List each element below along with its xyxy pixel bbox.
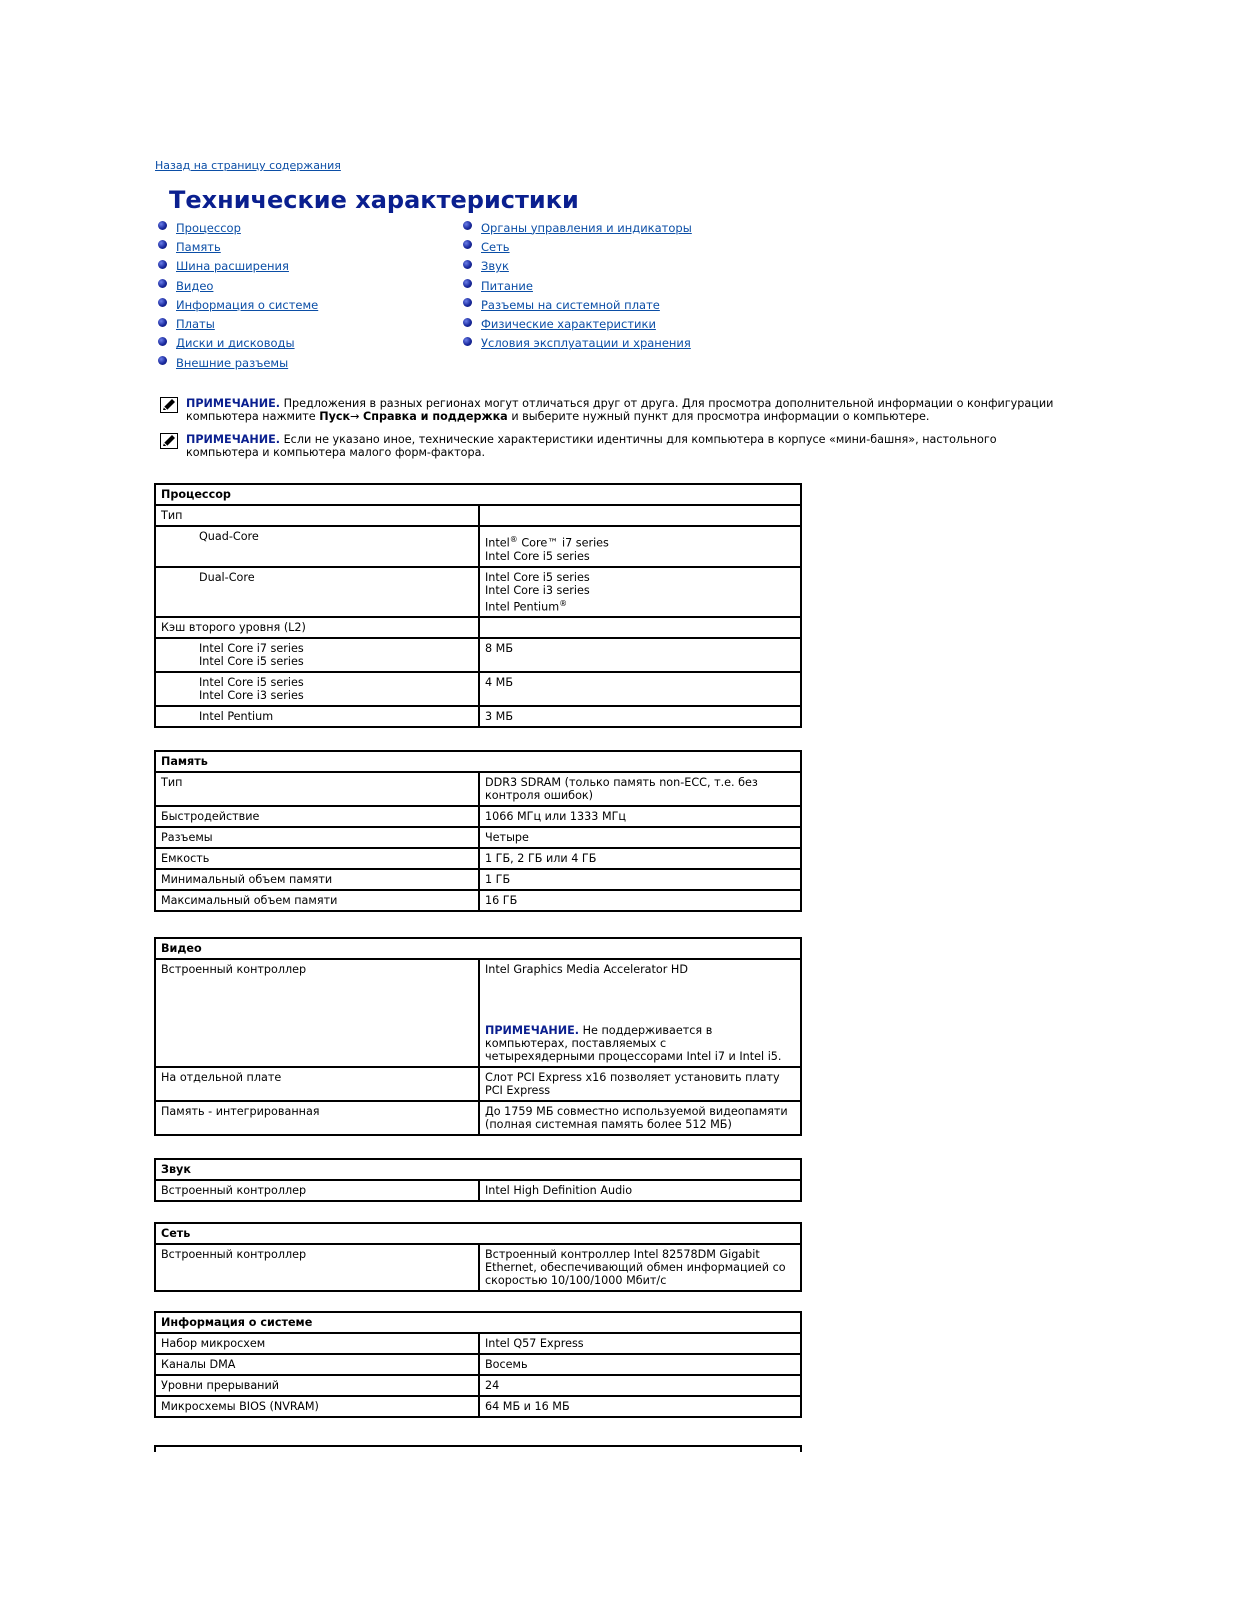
toc-link-physical[interactable]: Физические характеристики [481,317,656,332]
l2-i3: Intel Core i3 series [199,689,304,703]
row-value: 1 ГБ [479,869,801,890]
row-value [479,959,801,1067]
table-row [155,617,801,638]
system-info-table [154,1311,802,1418]
row-label: Память - интегрированная [155,1101,479,1135]
note-regional-body-a: Предложения в разных регионах могут отличаться друг от друга. Для просмотра дополнительной информации о конфигурации компьютера нажмите [186,397,1054,423]
table-row [155,806,801,827]
blue-ball-bullet-icon [463,298,472,307]
table-row [155,959,801,1067]
table-row [155,1180,801,1201]
video-note [485,1024,795,1050]
pencil-note-icon [160,397,178,413]
toc-item-audio [463,257,692,276]
row-value [479,526,801,567]
note-label: ПРИМЕЧАНИЕ. [186,397,281,410]
row-label: Встроенный контроллер [155,1180,479,1201]
note-chassis-text [186,433,1060,459]
toc-right-column [463,218,692,353]
table-row [155,526,801,567]
toc-item-network [463,237,692,256]
processor-table [154,483,802,728]
row-value: 1066 МГц или 1333 МГц [479,806,801,827]
row-value: Встроенный контроллер Intel 82578DM Gigabit Ethernet, обеспечивающий обмен информацией со скоростью 10/100/1000 Мбит/с [479,1244,801,1291]
row-label: Тип [155,505,479,526]
note-chassis-body: Если не указано иное, технические характеристики идентичны для компьютера в корпусе «мини-башня», настольного компьютера и компьютера малого форм-фактора. [186,433,997,459]
core-i7-text: Core™ i7 series [517,536,609,550]
table-row [155,672,801,706]
row-label: Встроенный контроллер [155,1244,479,1291]
dual-core-label: Dual-Core [199,570,255,584]
note-help-support: Справка и поддержка [363,410,508,423]
toc-link-processor[interactable]: Процессор [176,220,241,235]
row-value: Intel Q57 Express [479,1333,801,1354]
quad-core-label: Quad-Core [199,530,259,543]
row-value: Восемь [479,1354,801,1375]
row-label: Минимальный объем памяти [155,869,479,890]
blue-ball-bullet-icon [158,356,167,365]
row-label: Набор микросхем [155,1333,479,1354]
row-value: DDR3 SDRAM (только память non-ECC, т.е. без контроля ошибок) [479,772,801,806]
l2-i7: Intel Core i7 series [199,642,304,656]
row-label: Встроенный контроллер [155,959,479,1067]
toc-item-memory [158,237,318,256]
toc-link-network[interactable]: Сеть [481,239,510,254]
table-row [155,890,801,911]
row-value: 64 МБ и 16 МБ [479,1396,801,1417]
row-label: Тип [155,772,479,806]
registered-mark: ® [559,598,568,608]
pencil-note-icon [160,433,178,449]
row-value: 4 МБ [479,672,801,706]
table-header: Видео [155,938,801,959]
note-regional-text [186,397,1060,423]
dual-core-pentium [485,597,795,614]
blue-ball-bullet-icon [158,279,167,288]
row-value: 16 ГБ [479,890,801,911]
row-value: Четыре [479,827,801,848]
row-label: Максимальный объем памяти [155,890,479,911]
toc-link-memory[interactable]: Память [176,239,221,254]
toc-link-expansion-bus[interactable]: Шина расширения [176,259,289,274]
row-label: Емкость [155,848,479,869]
toc-link-audio[interactable]: Звук [481,259,509,274]
table-row [155,638,801,672]
table-row [155,706,801,727]
table-row [155,1375,801,1396]
toc-link-power[interactable]: Питание [481,278,533,293]
table-header: Процессор [155,484,801,505]
network-table [154,1222,802,1292]
table-row [155,772,801,806]
blue-ball-bullet-icon [158,318,167,327]
toc-link-environment[interactable]: Условия эксплуатации и хранения [481,336,691,351]
row-value [479,567,801,618]
toc-link-video[interactable]: Видео [176,278,214,293]
blue-ball-bullet-icon [158,260,167,269]
row-value: До 1759 МБ совместно используемой видеопамяти (полная системная память более 512 МБ) [479,1101,801,1135]
table-header: Память [155,751,801,772]
toc-item-system-info [158,295,318,314]
blue-ball-bullet-icon [463,279,472,288]
row-label: На отдельной плате [155,1067,479,1101]
table-row [155,827,801,848]
row-label: Уровни прерываний [155,1375,479,1396]
row-value: 8 МБ [479,638,801,672]
table-row [155,505,801,526]
video-note-body-b: четырехядерными процессорами Intel i7 и Intel i5. [485,1050,782,1063]
row-value: Слот PCI Express x16 позволяет установить плату PCI Express [479,1067,801,1101]
row-label [155,526,479,567]
memory-table [154,750,802,912]
toc-item-external-connectors [158,353,318,372]
row-value: Intel High Definition Audio [479,1180,801,1201]
toc-item-processor [158,218,318,237]
row-value [479,505,801,526]
note-regional [160,397,1060,423]
toc-item-power [463,276,692,295]
row-label [155,672,479,706]
blue-ball-bullet-icon [463,318,472,327]
l2-pentium: Intel Pentium [199,710,274,724]
blue-ball-bullet-icon [463,337,472,346]
blue-ball-bullet-icon [463,260,472,269]
table-row [155,1354,801,1375]
blue-ball-bullet-icon [463,240,472,249]
blue-ball-bullet-icon [158,337,167,346]
note-chassis [160,433,1060,459]
l2-i5: Intel Core i5 series [199,655,304,669]
toc-item-drives [158,334,318,353]
table-row [155,1333,801,1354]
table-row [155,848,801,869]
arrow-icon: → [350,410,360,423]
row-label: Каналы DMA [155,1354,479,1375]
blue-ball-bullet-icon [158,298,167,307]
audio-table [154,1158,802,1202]
back-to-contents-link[interactable]: Назад на страницу содержания [155,159,341,172]
blue-ball-bullet-icon [158,240,167,249]
toc-item-physical [463,314,692,333]
table-header: Сеть [155,1223,801,1244]
row-value: 24 [479,1375,801,1396]
toc-link-external-connectors[interactable]: Внешние разъемы [176,355,289,370]
toc-item-controls [463,218,692,237]
row-value [479,617,801,638]
table-row [155,1396,801,1417]
dual-core-i5: Intel Core i5 series [485,570,590,584]
table-row [155,1067,801,1101]
toc-left-column [158,218,318,372]
row-label [155,567,479,618]
toc-item-cards [158,314,318,333]
row-value: 3 МБ [479,706,801,727]
toc-link-board-connectors[interactable]: Разъемы на системной плате [481,297,660,312]
table-row [155,567,801,618]
l2-i5: Intel Core i5 series [199,676,304,690]
row-label: Микросхемы BIOS (NVRAM) [155,1396,479,1417]
page-title: Технические характеристики [169,186,579,214]
table-header: Звук [155,1159,801,1180]
note-start-menu: Пуск [319,410,351,423]
row-label [155,638,479,672]
row-label: Быстродействие [155,806,479,827]
intel-text: Intel [485,536,510,550]
video-controller-value: Intel Graphics Media Accelerator HD [485,963,688,976]
row-label [155,706,479,727]
toc-link-controls[interactable]: Органы управления и индикаторы [481,220,692,235]
toc-link-system-info[interactable]: Информация о системе [176,297,319,312]
dual-core-i3: Intel Core i3 series [485,583,590,597]
table-row [155,1244,801,1291]
toc-item-environment [463,334,692,353]
table-header: Информация о системе [155,1312,801,1333]
quad-core-i7 [485,533,795,550]
registered-mark: ® [509,535,518,544]
row-value: 1 ГБ, 2 ГБ или 4 ГБ [479,848,801,869]
blue-ball-bullet-icon [463,221,472,230]
row-label: Разъемы [155,827,479,848]
video-table [154,937,802,1136]
note-label: ПРИМЕЧАНИЕ. [186,433,281,446]
next-table-top-border [154,1445,802,1447]
table-row [155,1101,801,1135]
toc-item-board-connectors [463,295,692,314]
blue-ball-bullet-icon [158,221,167,230]
toc-link-drives[interactable]: Диски и дисководы [176,336,295,351]
quad-core-i5: Intel Core i5 series [485,549,590,563]
pentium-text: Intel Pentium [485,600,560,614]
note-regional-body-b: и выберите нужный пункт для просмотра информации о компьютере. [511,410,930,423]
toc-link-cards[interactable]: Платы [176,317,215,332]
toc-item-expansion-bus [158,257,318,276]
table-row [155,869,801,890]
row-label: Кэш второго уровня (L2) [155,617,479,638]
video-note-body-a: Не поддерживается в компьютерах, поставляемых с [485,1024,713,1050]
toc-item-video [158,276,318,295]
note-label: ПРИМЕЧАНИЕ. [485,1024,580,1037]
